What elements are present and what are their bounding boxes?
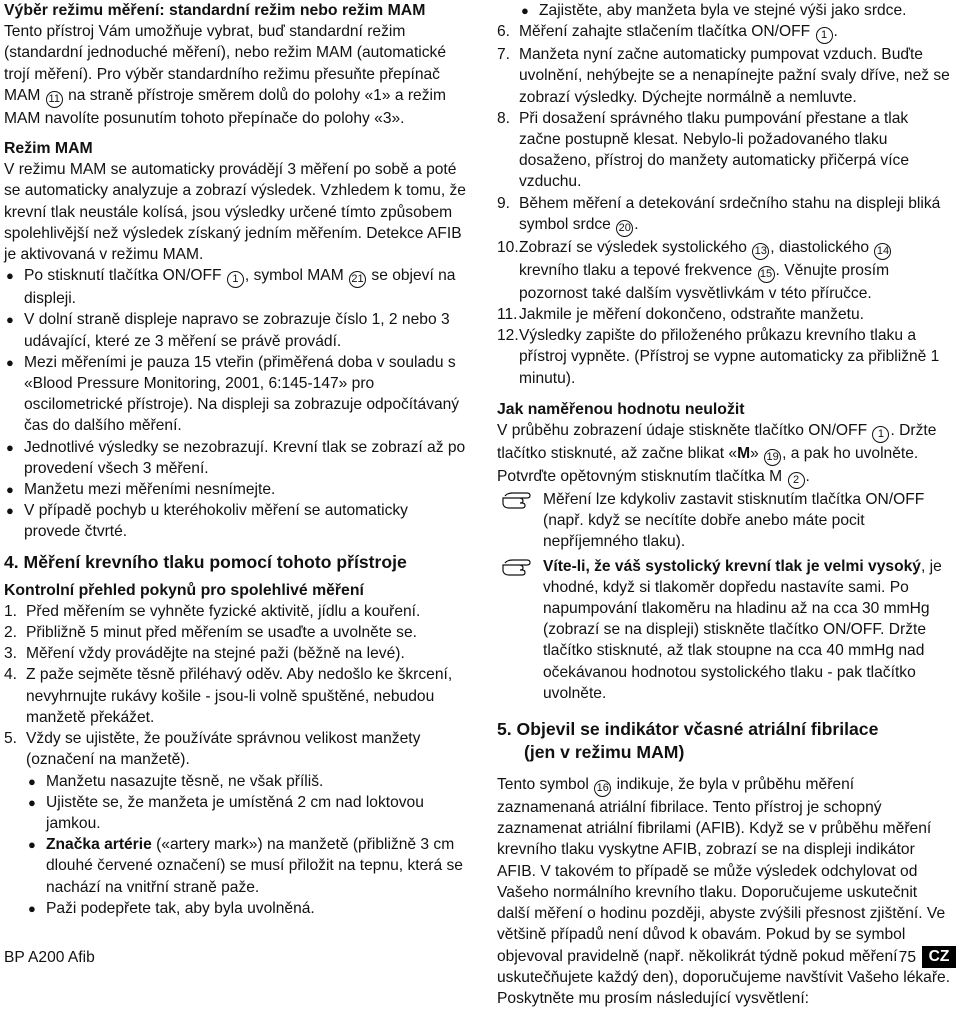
list-item: 9. Během měření a detekování srdečního stahu na displeji bliká symbol srdce 20 . (497, 193, 953, 237)
bullet-icon: ● (6, 439, 14, 455)
list-item: 5. Vždy se ujistěte, že používáte správnou velikost manžety (označení na manžetě). (4, 730, 421, 769)
cuff-bullet-list (4, 771, 466, 919)
paragraph-discard-reading: V průběhu zobrazení údaje stiskněte tlačítko ON/OFF 1 . Držte tlačítko stisknuté, až začne blikat «M» 19 , a pak ho uvolněte. Potvrďte opětovným stisknutím tlačítka M 2 . (497, 420, 953, 489)
bullet-icon: ● (28, 837, 36, 853)
list-item: 3. Měření vždy provádějte na stejné paži (běžně na levé). (4, 645, 405, 663)
ref-marker: 16 (594, 780, 611, 797)
list-item: ● Paži podepřete tak, aby byla uvolněná. (26, 898, 466, 919)
heading-mam: Režim MAM (4, 140, 93, 158)
measurement-steps (497, 21, 953, 389)
bullet-icon: ● (521, 3, 529, 18)
heading-mode-select: Výběr režimu měření: standardní režim nebo režim MAM (4, 2, 426, 19)
section-heading-5: 5. Objevil se indikátor včasné atriální fibrilace (497, 719, 879, 740)
language-badge: CZ (922, 946, 956, 968)
section-heading-5-sub: (jen v režimu MAM) (524, 742, 685, 763)
paragraph-afib: Tento symbol 16 indikuje, že byla v průběhu měření zaznamenaná atriální fibrilace. Tento přístroj je schopný zaznamenat atriální fibrilami (AFIB). Když se v průběhu měření krevního tlaku vyskytne AFIB, zobrazí se na displeji indikátor AFIB. V takovém to případě se může výsledek odchylovat od Vašeho normálního krevního tlaku. Doporučujeme uskutečnit další měření o hodinu později, abyste zvýšili přesnost zjištění. Ve většině případů není důvod k obavám. Pokud by se symbol objevoval pravidelně (např. několikrát týdně pokud měření uskutečňujete každý den), doporučujeme navštívit Vašeho lékaře. Poskytněte mu prosím následující vysvětlení: (497, 776, 951, 1007)
section-heading-4: 4. Měření krevního tlaku pomocí tohoto přístroje (4, 551, 407, 572)
ref-marker: 19 (764, 449, 781, 466)
ref-marker: 14 (874, 243, 891, 260)
list-item: 6. Měření zahajte stlačením tlačítka ON/OFF 1 . (497, 21, 953, 44)
pointing-hand-icon (497, 556, 543, 704)
list-item: ● Ujistěte se, že manžeta je umístěná 2 cm nad loktovou jamkou. (26, 792, 466, 834)
list-item: 10. Zobrazí se výsledek systolického 13 , diastolického 14 krevního tlaku a tepové frekvence 15 . Věnujte prosím pozornost také dalším vysvětlivkám v této příručce. (497, 237, 953, 304)
list-item: ● Zajistěte, aby manžeta byla ve stejné výši jako srdce. (519, 0, 953, 21)
list-item: ● Po stisknutí tlačítka ON/OFF 1 , symbol MAM 21 se objeví na displeji. (4, 265, 466, 309)
bullet-icon: ● (6, 312, 14, 328)
list-item: 2. Přibližně 5 minut před měřením se usaďte a uvolněte se. (4, 624, 417, 642)
ref-marker: 15 (758, 266, 775, 283)
page-number: 75 (898, 949, 916, 966)
pointing-hand-icon (497, 489, 543, 553)
ref-marker: 13 (752, 243, 769, 260)
bullet-icon: ● (6, 503, 14, 519)
heading-discard-reading: Jak naměřenou hodnotu neuložit (497, 400, 745, 418)
bullet-icon: ● (6, 268, 14, 284)
note-high-pressure: Víte-li, že váš systolický krevní tlak je velmi vysoký, je vhodné, když si tlakoměr dopředu nastavíte sami. Po napumpování tlakoměru na hladinu až na cca 30 mmHg (zobrazí se na displeji) stiskněte tlačítko ON/OFF. Držte tlačítko stisknuté, až tlak stoupne na cca 40 mmHg nad očekávanou hodnotou systolického tlaku - pak tlačítko uvolněte. (497, 556, 953, 704)
ref-marker: 2 (788, 472, 805, 489)
list-item: 11. Jakmile je měření dokončeno, odstraňte manžetu. (497, 306, 864, 324)
ref-marker: 1 (227, 271, 244, 288)
ref-marker: 21 (349, 271, 366, 288)
checklist-steps (4, 601, 466, 771)
bullet-icon: ● (6, 482, 14, 498)
ref-marker: 11 (46, 91, 63, 108)
list-item: ● V dolní straně displeje napravo se zobrazuje číslo 1, 2 nebo 3 udávající, které ze 3 měření se právě provádí. (4, 309, 466, 351)
list-item: ● V případě pochyb u kteréhokoliv měření se automaticky provede čtvrté. (4, 500, 466, 542)
list-item: ● Mezi měřeními je pauza 15 vteřin (přiměřená doba v souladu s «Blood Pressure Monitoring, 2001, 6:145-147» pro oscilometrické přístroje). Na displeji sa zobrazuje odpočítávaný čas do dalšího měření. (4, 352, 466, 437)
list-item: ● Manžetu mezi měřeními nesnímejte. (4, 479, 466, 500)
ref-marker: 1 (816, 27, 833, 44)
ref-marker: 20 (616, 220, 633, 237)
product-name: BP A200 Afib (4, 949, 95, 966)
bullet-icon: ● (28, 773, 36, 789)
top-bullet-list (497, 0, 953, 21)
left-column (4, 0, 466, 919)
ref-marker: 1 (872, 426, 889, 443)
list-item: 1. Před měřením se vyhněte fyzické aktivitě, jídlu a kouření. (4, 602, 421, 620)
list-item: 8. Při dosažení správného tlaku pumpování přestane a tlak začne postupně klesat. Nebylo-li požadovaného tlaku dosaženo, přístroj do manžety automaticky přičerpá více vzduchu. (497, 109, 910, 191)
mam-bullet-list (4, 265, 466, 542)
paragraph-mam: V režimu MAM se automaticky provádějí 3 měření po sobě a poté se automaticky analyzuje a zobrazí výsledek. Vzhledem k tomu, že krevní tlak neustále kolísá, jsou výsledky určené tímto způsobem spolehlivější než výsledek získaný jedním měřením. Detekce AFIB je aktivovaná v režimu MAM. (4, 161, 466, 264)
bullet-icon: ● (6, 354, 14, 370)
list-item: ● Značka artérie («artery mark») na manžetě (přibližně 3 cm dlouhé červené označení) se musí přiložit na tepnu, která se nachází na vnitřní straně paže. (26, 834, 466, 898)
paragraph-mode-select: Tento přístroj Vám umožňuje vybrat, buď standardní režim (standardní jednoduché měření), nebo režim MAM (automatické trojí měření). Pro výběr standardního režimu přesuňte přepínač MAM 11 na straně přístroje směrem dolů do polohy «1» a režim MAM navolíte posunutím tohoto přepínače do polohy «3». (4, 23, 447, 127)
list-item: 4. Z paže sejměte těsně přiléhavý oděv. Aby nedošlo ke škrcení, nevyhrnujte rukávy košile - jsou-li volně spuštěné, nebudou manžetě překážet. (4, 666, 453, 726)
heading-checklist: Kontrolní přehled pokynů pro spolehlivé měření (4, 581, 364, 599)
right-column (497, 0, 953, 1009)
page-footer (4, 946, 956, 968)
list-item: ● Jednotlivé výsledky se nezobrazují. Krevní tlak se zobrazí až po provedení všech 3 měření. (4, 437, 466, 479)
bullet-icon: ● (28, 794, 36, 810)
list-item: ● Manžetu nasazujte těsně, ne však příliš. (26, 771, 466, 792)
list-item: 7. Manžeta nyní začne automaticky pumpovat vzduch. Buďte uvolnění, nehýbejte se a nenapínejte pažní svaly dříve, než se zobrazí výsledky. Dýchejte normálně a nemluvte. (497, 46, 950, 106)
list-item: 12. Výsledky zapište do přiloženého průkazu krevního tlaku a přístroj vypněte. (Přístroj se vypne automaticky za přibližně 1 minutu). (497, 327, 940, 387)
bullet-icon: ● (28, 900, 36, 916)
note-stop: Měření lze kdykoliv zastavit stisknutím tlačítka ON/OFF (např. když se necítíte dobře anebo máte pocit nepříjemného tlaku). (497, 489, 953, 553)
